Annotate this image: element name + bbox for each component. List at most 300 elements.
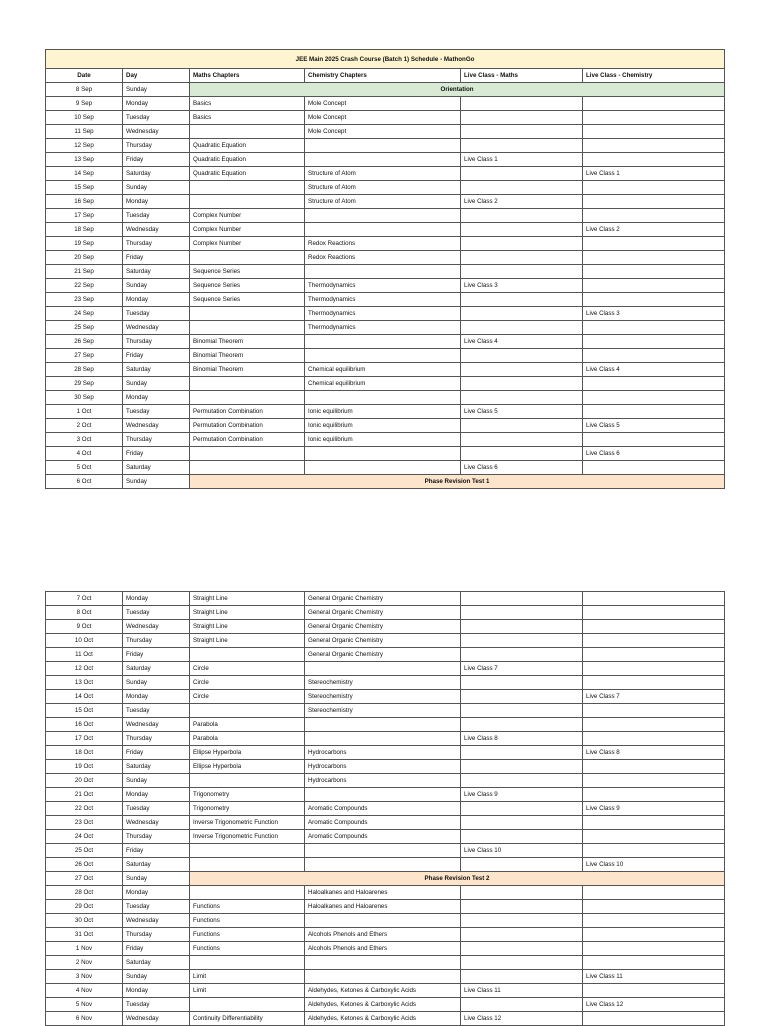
table-row [46,83,725,97]
chemistry-chapter-cell: Ionic equilibrium [305,433,461,447]
table-row [46,704,725,718]
table-row [46,1012,725,1026]
date-cell: 25 Oct [46,844,123,858]
live-class-chemistry-cell: Live Class 7 [583,690,725,704]
day-cell: Friday [123,349,190,363]
date-cell: 5 Nov [46,998,123,1012]
live-class-maths-cell [461,816,583,830]
day-cell: Wednesday [123,816,190,830]
date-cell: 13 Sep [46,153,123,167]
table-row [46,293,725,307]
maths-chapter-cell: Complex Number [190,237,305,251]
date-cell: 12 Oct [46,662,123,676]
date-cell: 7 Oct [46,592,123,606]
live-class-chemistry-cell [583,816,725,830]
date-cell: 4 Nov [46,984,123,998]
chemistry-chapter-cell: Stereochemistry [305,704,461,718]
header-day: Day [123,69,190,83]
chemistry-chapter-cell: Structure of Atom [305,181,461,195]
day-cell: Wednesday [123,914,190,928]
live-class-maths-cell [461,690,583,704]
chemistry-chapter-cell: General Organic Chemistry [305,620,461,634]
chemistry-chapter-cell: Thermodynamics [305,321,461,335]
live-class-maths-cell: Live Class 2 [461,195,583,209]
table-row [46,321,725,335]
chemistry-chapter-cell: Hydrocarbons [305,760,461,774]
maths-chapter-cell [190,886,305,900]
day-cell: Tuesday [123,998,190,1012]
date-cell: 1 Nov [46,942,123,956]
day-cell: Wednesday [123,1012,190,1026]
live-class-chemistry-cell [583,760,725,774]
live-class-maths-cell [461,634,583,648]
maths-chapter-cell: Inverse Trigonometric Function [190,816,305,830]
date-cell: 29 Oct [46,900,123,914]
chemistry-chapter-cell [305,447,461,461]
live-class-chemistry-cell [583,279,725,293]
date-cell: 2 Oct [46,419,123,433]
maths-chapter-cell: Parabola [190,732,305,746]
chemistry-chapter-cell [305,732,461,746]
date-cell: 16 Oct [46,718,123,732]
live-class-chemistry-cell: Live Class 6 [583,447,725,461]
maths-chapter-cell: Limit [190,984,305,998]
maths-chapter-cell: Basics [190,97,305,111]
live-class-chemistry-cell [583,195,725,209]
table-row [46,167,725,181]
table-row [46,620,725,634]
maths-chapter-cell: Continuity Differentiability [190,1012,305,1026]
chemistry-chapter-cell: General Organic Chemistry [305,606,461,620]
live-class-chemistry-cell [583,718,725,732]
day-cell: Saturday [123,461,190,475]
live-class-maths-cell [461,704,583,718]
live-class-chemistry-cell [583,349,725,363]
day-cell: Saturday [123,956,190,970]
chemistry-chapter-cell: Structure of Atom [305,167,461,181]
live-class-chemistry-cell [583,914,725,928]
table-row [46,662,725,676]
day-cell: Sunday [123,970,190,984]
table-row [46,718,725,732]
day-cell: Thursday [123,335,190,349]
day-cell: Sunday [123,774,190,788]
live-class-chemistry-cell [583,662,725,676]
live-class-chemistry-cell [583,676,725,690]
chemistry-chapter-cell: Redox Reactions [305,251,461,265]
day-cell: Monday [123,788,190,802]
maths-chapter-cell: Trigonometry [190,788,305,802]
table-row [46,461,725,475]
day-cell: Tuesday [123,802,190,816]
chemistry-chapter-cell: General Organic Chemistry [305,634,461,648]
date-cell: 19 Sep [46,237,123,251]
live-class-maths-cell [461,592,583,606]
table-row [46,942,725,956]
live-class-chemistry-cell [583,844,725,858]
live-class-chemistry-cell [583,433,725,447]
chemistry-chapter-cell: Thermodynamics [305,279,461,293]
chemistry-chapter-cell: General Organic Chemistry [305,648,461,662]
maths-chapter-cell: Functions [190,914,305,928]
chemistry-chapter-cell [305,153,461,167]
live-class-chemistry-cell: Live Class 12 [583,998,725,1012]
chemistry-chapter-cell: Mole Concept [305,97,461,111]
date-cell: 23 Sep [46,293,123,307]
live-class-chemistry-cell: Live Class 8 [583,746,725,760]
live-class-maths-cell [461,914,583,928]
header-chemistry-chapters: Chemistry Chapters [305,69,461,83]
date-cell: 21 Oct [46,788,123,802]
live-class-chemistry-cell [583,153,725,167]
maths-chapter-cell: Inverse Trigonometric Function [190,830,305,844]
schedule-title: JEE Main 2025 Crash Course (Batch 1) Schedule - MathonGo [46,50,725,69]
table-row [46,195,725,209]
chemistry-chapter-cell [305,970,461,984]
date-cell: 31 Oct [46,928,123,942]
chemistry-chapter-cell [305,788,461,802]
live-class-maths-cell [461,293,583,307]
live-class-maths-cell: Live Class 12 [461,1012,583,1026]
date-cell: 28 Sep [46,363,123,377]
table-row [46,858,725,872]
maths-chapter-cell [190,447,305,461]
live-class-maths-cell [461,307,583,321]
date-cell: 17 Oct [46,732,123,746]
maths-chapter-cell: Functions [190,900,305,914]
live-class-maths-cell [461,886,583,900]
orientation-banner: Orientation [190,83,725,97]
maths-chapter-cell: Quadratic Equation [190,153,305,167]
live-class-maths-cell [461,900,583,914]
day-cell: Thursday [123,139,190,153]
day-cell: Tuesday [123,111,190,125]
table-row [46,844,725,858]
table-row [46,788,725,802]
day-cell: Wednesday [123,419,190,433]
live-class-maths-cell [461,209,583,223]
table-row [46,830,725,844]
schedule-table-part-1-body [46,50,725,489]
maths-chapter-cell: Straight Line [190,592,305,606]
chemistry-chapter-cell: Aldehydes, Ketones & Carboxylic Acids [305,1012,461,1026]
table-row [46,900,725,914]
day-cell: Thursday [123,433,190,447]
live-class-chemistry-cell [583,461,725,475]
live-class-chemistry-cell [583,900,725,914]
maths-chapter-cell: Binomial Theorem [190,363,305,377]
maths-chapter-cell: Quadratic Equation [190,167,305,181]
chemistry-chapter-cell [305,858,461,872]
maths-chapter-cell: Trigonometry [190,802,305,816]
day-cell: Friday [123,746,190,760]
day-cell: Sunday [123,676,190,690]
day-cell: Saturday [123,662,190,676]
date-cell: 18 Oct [46,746,123,760]
table-row [46,802,725,816]
live-class-chemistry-cell: Live Class 1 [583,167,725,181]
maths-chapter-cell [190,391,305,405]
chemistry-chapter-cell [305,718,461,732]
table-row [46,592,725,606]
maths-chapter-cell: Complex Number [190,209,305,223]
maths-chapter-cell: Sequence Series [190,265,305,279]
maths-chapter-cell [190,307,305,321]
live-class-chemistry-cell [583,111,725,125]
chemistry-chapter-cell [305,335,461,349]
day-cell: Saturday [123,363,190,377]
live-class-maths-cell: Live Class 7 [461,662,583,676]
day-cell: Saturday [123,858,190,872]
table-row [46,816,725,830]
live-class-chemistry-cell: Live Class 3 [583,307,725,321]
live-class-chemistry-cell [583,209,725,223]
chemistry-chapter-cell: Mole Concept [305,111,461,125]
live-class-maths-cell [461,125,583,139]
table-row [46,774,725,788]
schedule-table-part-2 [45,591,725,1026]
chemistry-chapter-cell: Aldehydes, Ketones & Carboxylic Acids [305,984,461,998]
date-cell: 30 Sep [46,391,123,405]
day-cell: Tuesday [123,307,190,321]
live-class-chemistry-cell [583,265,725,279]
maths-chapter-cell [190,195,305,209]
table-row [46,363,725,377]
maths-chapter-cell: Parabola [190,718,305,732]
live-class-chemistry-cell [583,335,725,349]
live-class-chemistry-cell [583,886,725,900]
date-cell: 30 Oct [46,914,123,928]
live-class-maths-cell [461,648,583,662]
date-cell: 13 Oct [46,676,123,690]
table-row [46,914,725,928]
day-cell: Tuesday [123,704,190,718]
date-cell: 27 Oct [46,872,123,886]
date-cell: 10 Oct [46,634,123,648]
day-cell: Sunday [123,279,190,293]
date-cell: 26 Oct [46,858,123,872]
table-row [46,153,725,167]
live-class-maths-cell [461,321,583,335]
date-cell: 25 Sep [46,321,123,335]
live-class-maths-cell [461,265,583,279]
day-cell: Saturday [123,760,190,774]
chemistry-chapter-cell [305,391,461,405]
maths-chapter-cell: Binomial Theorem [190,349,305,363]
live-class-chemistry-cell [583,620,725,634]
maths-chapter-cell: Quadratic Equation [190,139,305,153]
live-class-maths-cell [461,774,583,788]
live-class-maths-cell [461,181,583,195]
live-class-maths-cell [461,830,583,844]
revision-test-banner: Phase Revision Test 1 [190,475,725,489]
live-class-chemistry-cell [583,830,725,844]
header-maths-chapters: Maths Chapters [190,69,305,83]
day-cell: Thursday [123,830,190,844]
day-cell: Sunday [123,181,190,195]
table-row [46,928,725,942]
chemistry-chapter-cell: General Organic Chemistry [305,592,461,606]
maths-chapter-cell: Permutation Combination [190,419,305,433]
date-cell: 12 Sep [46,139,123,153]
maths-chapter-cell: Functions [190,928,305,942]
live-class-maths-cell [461,620,583,634]
date-cell: 26 Sep [46,335,123,349]
maths-chapter-cell: Straight Line [190,606,305,620]
chemistry-chapter-cell: Structure of Atom [305,195,461,209]
live-class-maths-cell [461,223,583,237]
table-row [46,872,725,886]
date-cell: 16 Sep [46,195,123,209]
maths-chapter-cell: Limit [190,970,305,984]
live-class-chemistry-cell: Live Class 9 [583,802,725,816]
live-class-maths-cell: Live Class 5 [461,405,583,419]
table-row [46,349,725,363]
table-row [46,447,725,461]
table-row [46,209,725,223]
maths-chapter-cell: Sequence Series [190,293,305,307]
table-row [46,606,725,620]
live-class-maths-cell [461,998,583,1012]
live-class-maths-cell [461,970,583,984]
maths-chapter-cell: Complex Number [190,223,305,237]
maths-chapter-cell: Permutation Combination [190,405,305,419]
day-cell: Friday [123,844,190,858]
date-cell: 4 Oct [46,447,123,461]
maths-chapter-cell [190,704,305,718]
maths-chapter-cell: Straight Line [190,620,305,634]
chemistry-chapter-cell [305,265,461,279]
live-class-chemistry-cell [583,928,725,942]
chemistry-chapter-cell [305,662,461,676]
day-cell: Wednesday [123,718,190,732]
date-cell: 24 Oct [46,830,123,844]
date-cell: 22 Sep [46,279,123,293]
live-class-chemistry-cell [583,634,725,648]
live-class-maths-cell: Live Class 3 [461,279,583,293]
chemistry-chapter-cell: Alcohols Phenols and Ethers [305,928,461,942]
day-cell: Tuesday [123,606,190,620]
date-cell: 6 Oct [46,475,123,489]
date-cell: 3 Nov [46,970,123,984]
chemistry-chapter-cell: Haloalkanes and Haloarenes [305,900,461,914]
live-class-chemistry-cell [583,1012,725,1026]
live-class-maths-cell [461,433,583,447]
maths-chapter-cell [190,956,305,970]
live-class-maths-cell: Live Class 9 [461,788,583,802]
date-cell: 29 Sep [46,377,123,391]
chemistry-chapter-cell: Hydrocarbons [305,746,461,760]
live-class-chemistry-cell [583,321,725,335]
date-cell: 27 Sep [46,349,123,363]
live-class-chemistry-cell [583,391,725,405]
date-cell: 9 Sep [46,97,123,111]
table-row [46,265,725,279]
date-cell: 1 Oct [46,405,123,419]
live-class-maths-cell [461,718,583,732]
day-cell: Monday [123,97,190,111]
maths-chapter-cell: Ellipse Hyperbola [190,746,305,760]
chemistry-chapter-cell [305,956,461,970]
table-row [46,690,725,704]
date-cell: 9 Oct [46,620,123,634]
live-class-chemistry-cell [583,139,725,153]
table-row [46,475,725,489]
table-row [46,223,725,237]
live-class-maths-cell [461,858,583,872]
chemistry-chapter-cell: Thermodynamics [305,307,461,321]
date-cell: 24 Sep [46,307,123,321]
day-cell: Sunday [123,83,190,97]
maths-chapter-cell [190,181,305,195]
live-class-chemistry-cell [583,732,725,746]
live-class-chemistry-cell [583,181,725,195]
header-live-class-maths: Live Class - Maths [461,69,583,83]
live-class-maths-cell: Live Class 8 [461,732,583,746]
live-class-chemistry-cell [583,648,725,662]
maths-chapter-cell [190,998,305,1012]
table-row [46,279,725,293]
chemistry-chapter-cell [305,209,461,223]
date-cell: 11 Sep [46,125,123,139]
chemistry-chapter-cell: Thermodynamics [305,293,461,307]
day-cell: Friday [123,942,190,956]
table-row [46,377,725,391]
live-class-maths-cell [461,97,583,111]
table-row [46,634,725,648]
date-cell: 10 Sep [46,111,123,125]
live-class-maths-cell [461,251,583,265]
date-cell: 18 Sep [46,223,123,237]
live-class-chemistry-cell [583,251,725,265]
maths-chapter-cell: Circle [190,690,305,704]
table-row [46,391,725,405]
live-class-chemistry-cell [583,606,725,620]
day-cell: Thursday [123,634,190,648]
day-cell: Friday [123,251,190,265]
live-class-maths-cell [461,942,583,956]
chemistry-chapter-cell: Ionic equilibrium [305,405,461,419]
maths-chapter-cell [190,648,305,662]
live-class-chemistry-cell [583,774,725,788]
table-row [46,251,725,265]
maths-chapter-cell [190,377,305,391]
day-cell: Friday [123,447,190,461]
chemistry-chapter-cell [305,223,461,237]
live-class-chemistry-cell [583,788,725,802]
day-cell: Tuesday [123,900,190,914]
live-class-chemistry-cell [583,956,725,970]
live-class-chemistry-cell [583,293,725,307]
date-cell: 11 Oct [46,648,123,662]
chemistry-chapter-cell: Aromatic Compounds [305,830,461,844]
table-row [46,419,725,433]
table-row [46,998,725,1012]
maths-chapter-cell: Permutation Combination [190,433,305,447]
maths-chapter-cell [190,321,305,335]
date-cell: 15 Sep [46,181,123,195]
live-class-chemistry-cell [583,984,725,998]
live-class-maths-cell [461,802,583,816]
table-row [46,746,725,760]
day-cell: Monday [123,592,190,606]
live-class-chemistry-cell [583,942,725,956]
live-class-chemistry-cell [583,237,725,251]
live-class-maths-cell [461,760,583,774]
date-cell: 8 Oct [46,606,123,620]
live-class-maths-cell: Live Class 6 [461,461,583,475]
day-cell: Monday [123,391,190,405]
